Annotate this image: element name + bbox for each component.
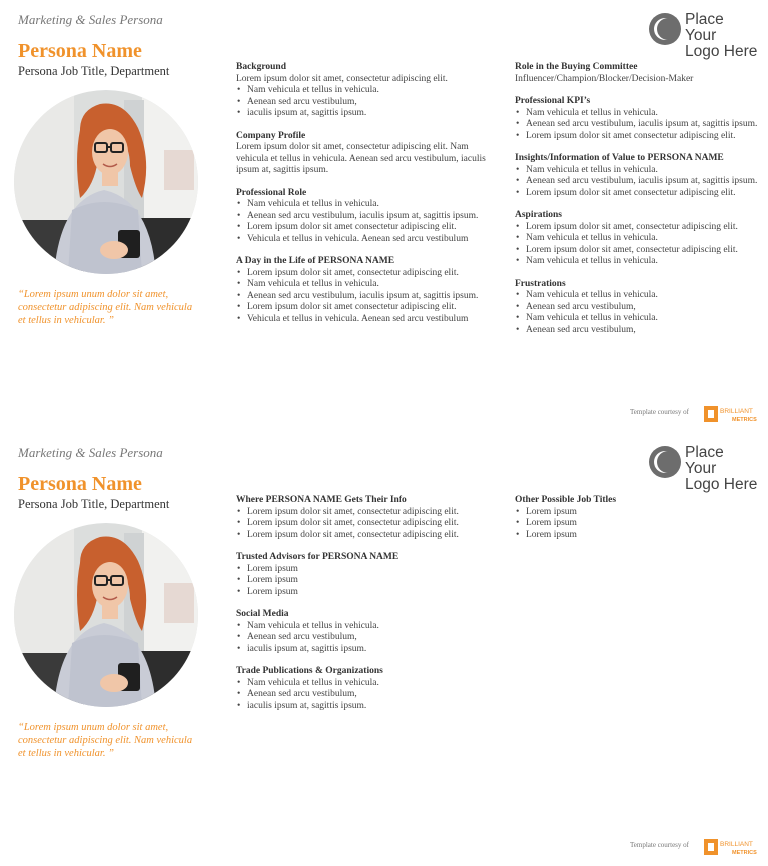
list-item: • iaculis ipsum at, sagittis ipsum.	[236, 701, 498, 713]
section-title: Background	[236, 62, 286, 72]
list-item: • iaculis ipsum at, sagittis ipsum.	[236, 108, 498, 120]
section	[236, 188, 498, 246]
list-item: • Nam vehicula et tellus in vehicula.	[515, 165, 760, 177]
bullet-list	[515, 507, 760, 542]
list-item: • Aenean sed arcu vestibulum, iaculis ipsum at, sagittis ipsum.	[236, 211, 498, 223]
logo-line-2: Logo Here	[685, 476, 758, 493]
bullet-list	[236, 621, 498, 656]
list-item: • Vehicula et tellus in vehicula. Aenean sed arcu vestibulum	[236, 234, 498, 246]
list-item: • Nam vehicula et tellus in vehicula.	[236, 279, 498, 291]
list-item: • Aenean sed arcu vestibulum, iaculis ipsum at, sagittis ipsum.	[515, 119, 760, 131]
list-item: • Nam vehicula et tellus in vehicula.	[236, 85, 498, 97]
list-item: • Nam vehicula et tellus in vehicula.	[515, 256, 760, 268]
section-title: Other Possible Job Titles	[515, 495, 617, 505]
section	[515, 279, 760, 337]
persona-photo-illustration	[14, 523, 198, 707]
section-title: Where PERSONA NAME Gets Their Info	[236, 495, 407, 505]
column-left	[236, 495, 498, 723]
brand-line-2: METRICS	[732, 417, 757, 423]
list-item: • Lorem ipsum	[236, 564, 498, 576]
brilliant-metrics-logo	[703, 837, 761, 857]
bullet-list	[236, 507, 498, 542]
list-item: • Nam vehicula et tellus in vehicula.	[515, 290, 760, 302]
list-item: • Lorem ipsum dolor sit amet consectetur adipiscing elit.	[236, 222, 498, 234]
section-title: A Day in the Life of PERSONA NAME	[236, 256, 395, 266]
section-title: Social Media	[236, 609, 289, 619]
list-item: • Lorem ipsum dolor sit amet consectetur adipiscing elit.	[236, 302, 498, 314]
persona-job-title: Persona Job Title, Department	[18, 497, 170, 511]
section-title: Frustrations	[515, 278, 566, 289]
bullet-list	[515, 165, 760, 200]
list-item: • Aenean sed arcu vestibulum,	[236, 97, 498, 109]
section	[515, 210, 760, 268]
section-title: Insights/Information of Value to PERSONA NAME	[515, 153, 724, 163]
section	[236, 495, 498, 541]
brand-line-1: BRILLIANT	[720, 841, 753, 848]
list-item: • Lorem ipsum dolor sit amet, consectetur adipiscing elit.	[515, 245, 760, 257]
list-item: • Nam vehicula et tellus in vehicula.	[236, 199, 498, 211]
bullet-list	[515, 222, 760, 268]
column-left	[236, 62, 498, 336]
list-item: • Lorem ipsum	[236, 587, 498, 599]
section	[236, 552, 498, 598]
list-item: • Lorem ipsum dolor sit amet, consectetur adipiscing elit.	[515, 222, 760, 234]
persona-quote: “Lorem ipsum unum dolor sit amet, consectetur adipiscing elit. Nam vehicula et tellus in vehicular. ”	[18, 289, 193, 326]
logo-line-1: Place Your	[685, 444, 724, 477]
bullet-list	[515, 108, 760, 143]
list-item: • Lorem ipsum	[515, 530, 760, 542]
list-item: • Lorem ipsum	[515, 507, 760, 519]
section	[515, 96, 760, 142]
section-title: Professional Role	[236, 187, 307, 198]
list-item: • Aenean sed arcu vestibulum,	[236, 689, 498, 701]
list-item: • Nam vehicula et tellus in vehicula.	[236, 621, 498, 633]
eyebrow-label: Marketing & Sales Persona	[18, 12, 163, 27]
persona-photo-illustration	[14, 90, 198, 274]
list-item: • Aenean sed arcu vestibulum,	[236, 632, 498, 644]
bullet-list	[236, 678, 498, 713]
template-courtesy: Template courtesy of	[630, 408, 689, 416]
list-item: • Nam vehicula et tellus in vehicula.	[515, 313, 760, 325]
section	[236, 131, 498, 177]
section	[515, 495, 760, 541]
persona-name: Persona Name	[18, 473, 142, 495]
persona-photo	[14, 523, 198, 707]
section-text: Lorem ipsum dolor sit amet, consectetur adipiscing elit.	[236, 73, 448, 84]
list-item: • Aenean sed arcu vestibulum,	[515, 302, 760, 314]
list-item: • Aenean sed arcu vestibulum, iaculis ipsum at, sagittis ipsum.	[515, 176, 760, 188]
bullet-list	[515, 290, 760, 336]
section	[236, 62, 498, 120]
brilliant-metrics-logo	[703, 404, 761, 424]
list-item: • Lorem ipsum dolor sit amet, consectetur adipiscing elit.	[236, 530, 498, 542]
list-item: • Aenean sed arcu vestibulum,	[515, 325, 760, 337]
section-text: Lorem ipsum dolor sit amet, consectetur adipiscing elit. Nam vehicula et tellus in vehicula. Aenean sed arcu vestibulum, iaculis ipsum at, sagittis ipsum.	[236, 142, 486, 175]
column-right	[515, 62, 760, 347]
list-item: • Nam vehicula et tellus in vehicula.	[236, 678, 498, 690]
section-title: Professional KPI’s	[515, 96, 591, 106]
eyebrow-label: Marketing & Sales Persona	[18, 445, 163, 460]
list-item: • iaculis ipsum at, sagittis ipsum.	[236, 644, 498, 656]
section-title: Company Profile	[236, 130, 306, 141]
list-item: • Lorem ipsum dolor sit amet, consectetur adipiscing elit.	[236, 518, 498, 530]
bullet-list	[236, 85, 498, 120]
section	[515, 62, 760, 85]
persona-quote: “Lorem ipsum unum dolor sit amet, consectetur adipiscing elit. Nam vehicula et tellus in vehicular. ”	[18, 722, 193, 759]
section	[236, 666, 498, 712]
logo-placeholder	[648, 10, 758, 60]
section	[515, 153, 760, 199]
persona-page-2	[0, 433, 768, 866]
logo-circle-icon	[648, 443, 682, 486]
section-title: Aspirations	[515, 210, 562, 220]
list-item: • Vehicula et tellus in vehicula. Aenean sed arcu vestibulum	[236, 314, 498, 326]
logo-placeholder	[648, 443, 758, 493]
template-courtesy: Template courtesy of	[630, 841, 689, 849]
section-title: Trade Publications & Organizations	[236, 666, 383, 676]
list-item: • Lorem ipsum dolor sit amet consectetur adipiscing elit.	[515, 131, 760, 143]
bullet-list	[236, 268, 498, 326]
list-item: • Lorem ipsum	[515, 518, 760, 530]
brand-line-2: METRICS	[732, 850, 757, 856]
list-item: • Lorem ipsum	[236, 575, 498, 587]
persona-photo	[14, 90, 198, 274]
list-item: • Aenean sed arcu vestibulum, iaculis ipsum at, sagittis ipsum.	[236, 291, 498, 303]
bullet-list	[236, 199, 498, 245]
bullet-list	[236, 564, 498, 599]
section-text: Influencer/Champion/Blocker/Decision-Maker	[515, 73, 694, 84]
logo-line-1: Place Your	[685, 11, 724, 44]
logo-circle-icon	[648, 10, 682, 53]
logo-text	[685, 12, 758, 60]
brand-line-1: BRILLIANT	[720, 408, 753, 415]
section	[236, 256, 498, 325]
persona-name: Persona Name	[18, 40, 142, 62]
section-title: Trusted Advisors for PERSONA NAME	[236, 552, 399, 562]
logo-text	[685, 445, 758, 493]
column-right	[515, 495, 760, 552]
list-item: • Nam vehicula et tellus in vehicula.	[515, 108, 760, 120]
list-item: • Lorem ipsum dolor sit amet, consectetur adipiscing elit.	[236, 507, 498, 519]
persona-job-title: Persona Job Title, Department	[18, 64, 170, 78]
list-item: • Lorem ipsum dolor sit amet consectetur adipiscing elit.	[515, 188, 760, 200]
logo-line-2: Logo Here	[685, 43, 758, 60]
list-item: • Nam vehicula et tellus in vehicula.	[515, 233, 760, 245]
list-item: • Lorem ipsum dolor sit amet, consectetur adipiscing elit.	[236, 268, 498, 280]
section-title: Role in the Buying Committee	[515, 62, 638, 72]
section	[236, 609, 498, 655]
